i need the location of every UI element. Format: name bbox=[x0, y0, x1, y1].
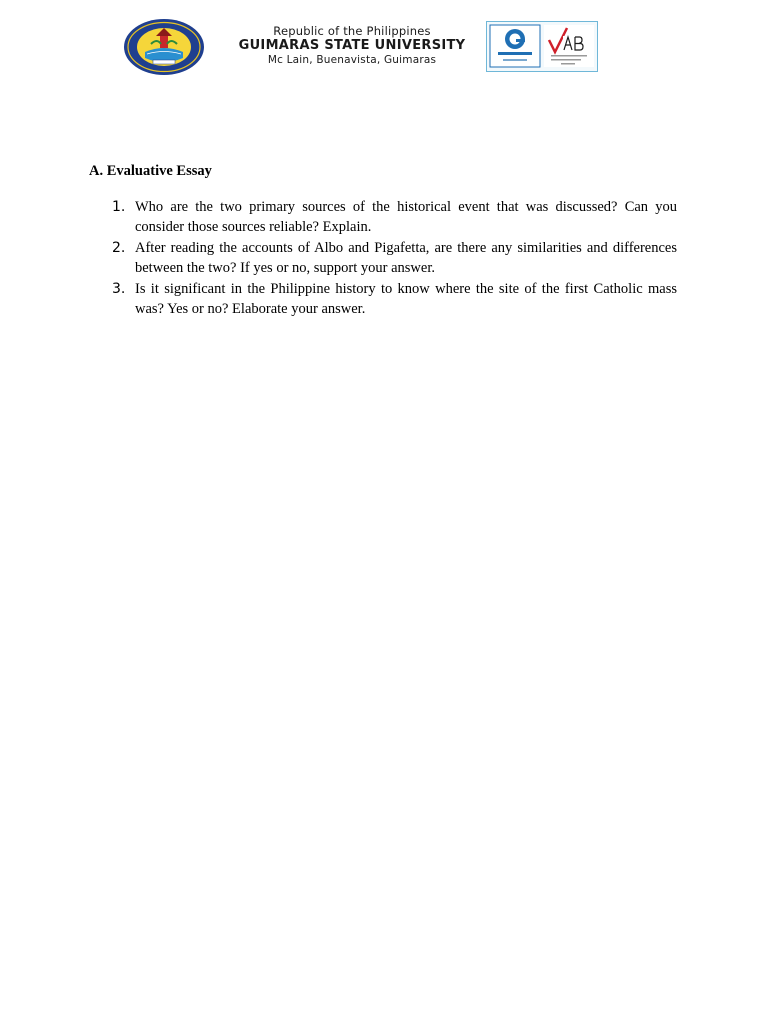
question-text: Is it significant in the Philippine history to know where the site of the first Catholic mass was? Yes or no? Elaborate your answer. bbox=[135, 281, 677, 317]
question-text: After reading the accounts of Albo and Pigafetta, are there any similarities and differences between the two? If yes or no, support your answer. bbox=[135, 240, 677, 276]
question-number: 2. bbox=[112, 240, 126, 256]
university-seal-icon bbox=[123, 18, 205, 76]
question-number: 1. bbox=[112, 199, 126, 215]
socotec-certification-icon bbox=[490, 25, 540, 67]
question-item bbox=[108, 198, 677, 237]
university-address: Mc Lain, Buenavista, Guimaras bbox=[267, 54, 437, 66]
university-name: GUIMARAS STATE UNIVERSITY bbox=[238, 38, 466, 53]
section-title: A. Evaluative Essay bbox=[89, 163, 212, 179]
certification-badges bbox=[486, 21, 598, 72]
question-item bbox=[108, 280, 677, 319]
question-item bbox=[108, 239, 677, 278]
letterhead bbox=[123, 18, 599, 76]
question-list bbox=[108, 198, 677, 321]
question-number: 3. bbox=[112, 281, 126, 297]
uab-accreditation-icon bbox=[544, 25, 594, 67]
republic-line: Republic of the Philippines bbox=[273, 24, 431, 38]
question-text: Who are the two primary sources of the historical event that was discussed? Can you consider those sources reliable? Explain. bbox=[135, 199, 677, 235]
letterhead-text bbox=[221, 24, 483, 67]
